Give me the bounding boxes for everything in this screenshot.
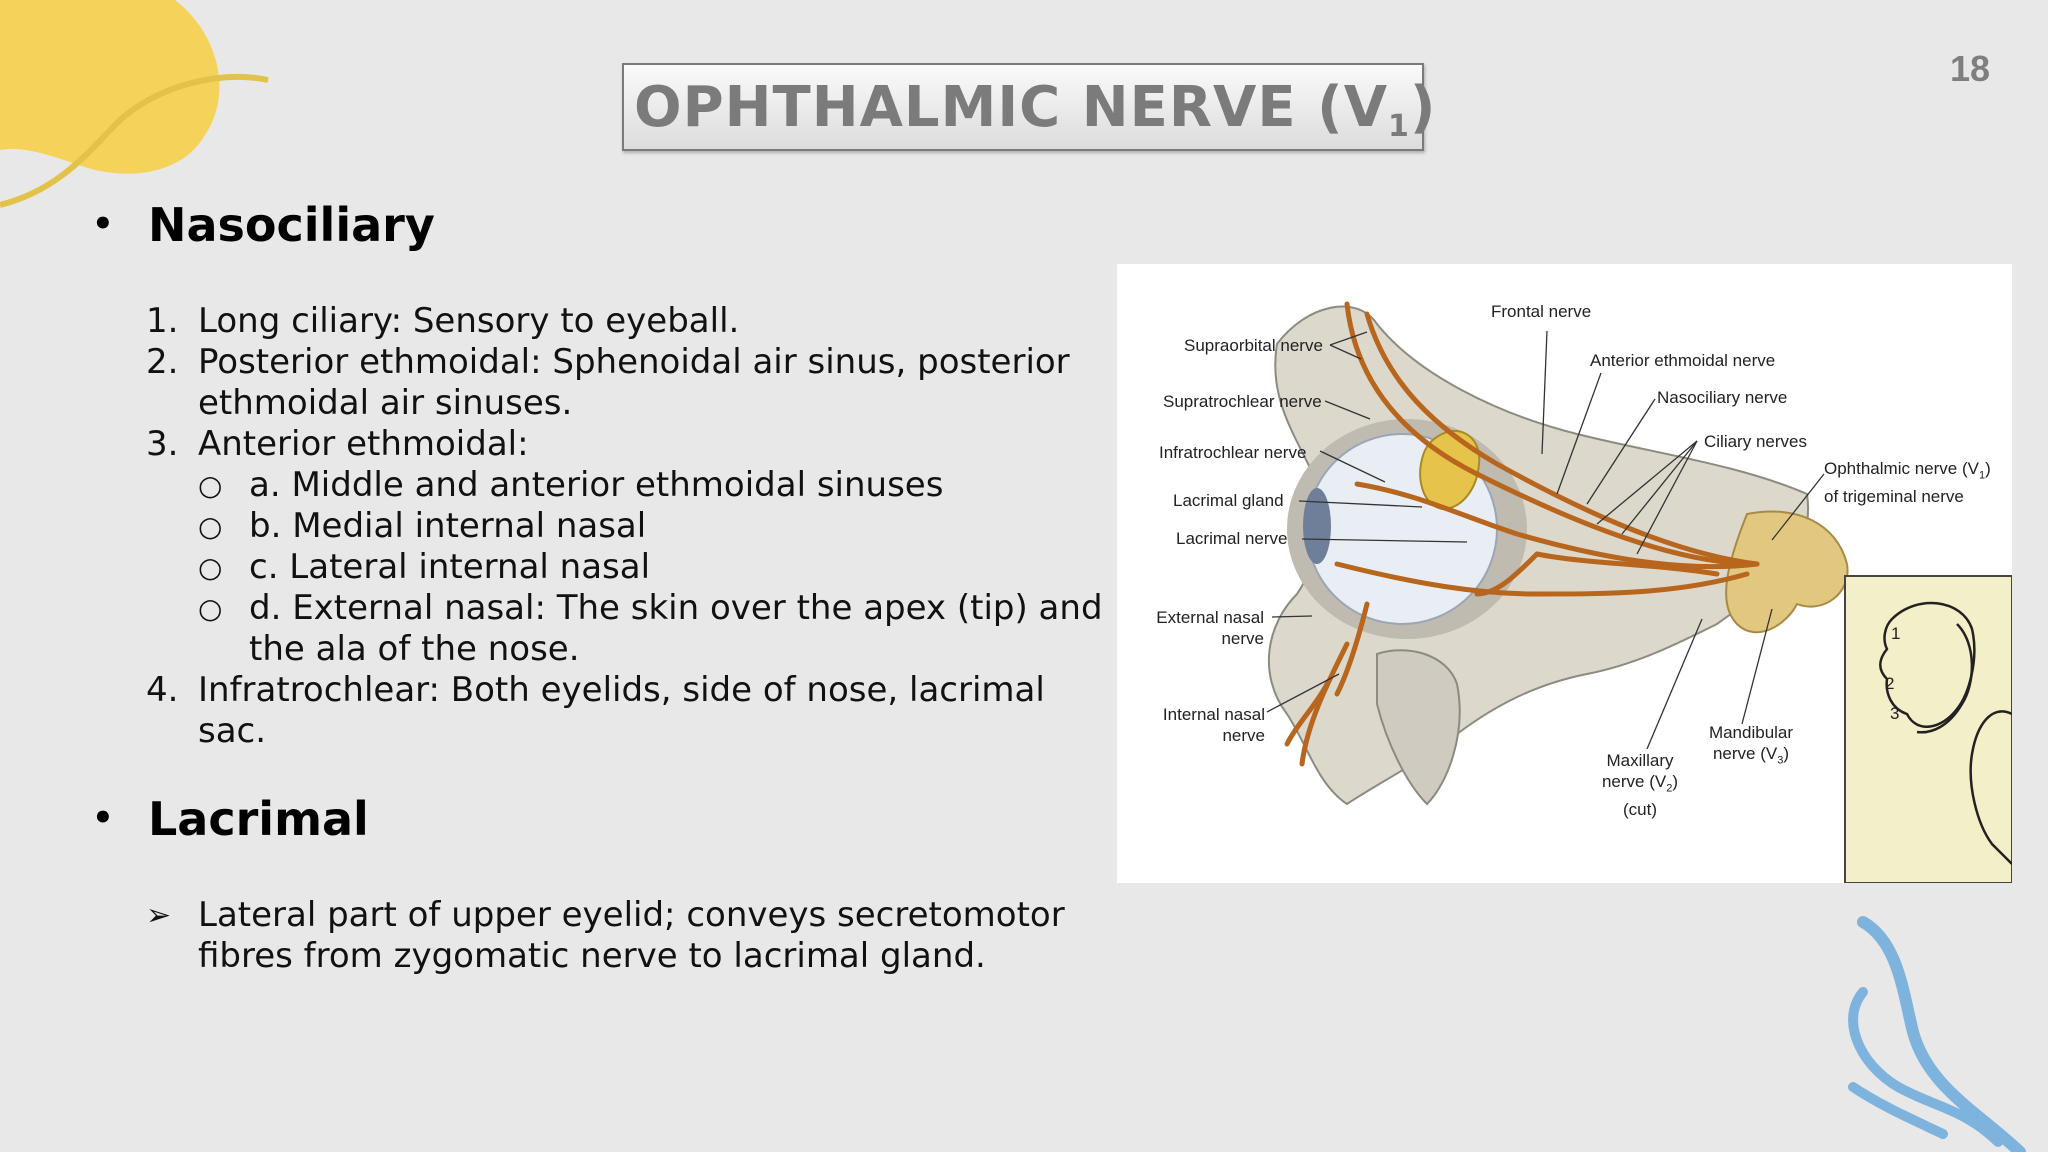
section-heading-lacrimal: • Lacrimal (92, 792, 369, 846)
section-heading-nasociliary: • Nasociliary (92, 198, 435, 252)
label-external-nasal-nerve: External nasal nerve (1156, 608, 1264, 648)
label-ciliary-nerves: Ciliary nerves (1704, 432, 1807, 451)
label-frontal-nerve: Frontal nerve (1491, 302, 1592, 321)
label-supratrochlear-nerve: Supratrochlear nerve (1163, 392, 1322, 411)
label-maxillary-nerve: Maxillary nerve $(V_2)$ (cut) (1601, 751, 1679, 820)
label-anterior-ethmoidal-nerve: Anterior ethmoidal nerve (1590, 351, 1776, 370)
label-lacrimal-nerve: Lacrimal nerve (1176, 529, 1288, 548)
label-inset-2: 2 (1885, 674, 1895, 693)
anatomy-illustration (1117, 264, 2012, 883)
label-ophthalmic-nerve: Ophthalmic nerve $(V_1)$ of trigeminal nerve (1824, 459, 1991, 507)
label-infratrochlear-nerve: Infratrochlear nerve (1159, 443, 1307, 462)
label-lacrimal-gland: Lacrimal gland (1173, 491, 1284, 510)
label-nasociliary-nerve: Nasociliary nerve (1657, 388, 1788, 407)
arrow-bullet-icon: ➢ (146, 898, 172, 933)
anatomy-figure (1117, 264, 2012, 883)
label-internal-nasal-nerve: Internal nasal nerve (1162, 705, 1265, 745)
label-inset-3: 3 (1890, 704, 1900, 723)
slide-number: 18 (1949, 48, 1990, 89)
decorative-blue-waves (1788, 912, 2048, 1152)
title-box (622, 63, 1437, 151)
decorative-yellow-blob (0, 0, 280, 220)
label-mandibular-nerve: Mandibular nerve $(V_3)$ (1708, 723, 1794, 767)
page-title: OPHTHALMIC NERVE $(V_1)$ (634, 75, 1437, 144)
label-inset-1: 1 (1891, 624, 1901, 643)
label-supraorbital-nerve: Supraorbital nerve (1184, 336, 1323, 355)
